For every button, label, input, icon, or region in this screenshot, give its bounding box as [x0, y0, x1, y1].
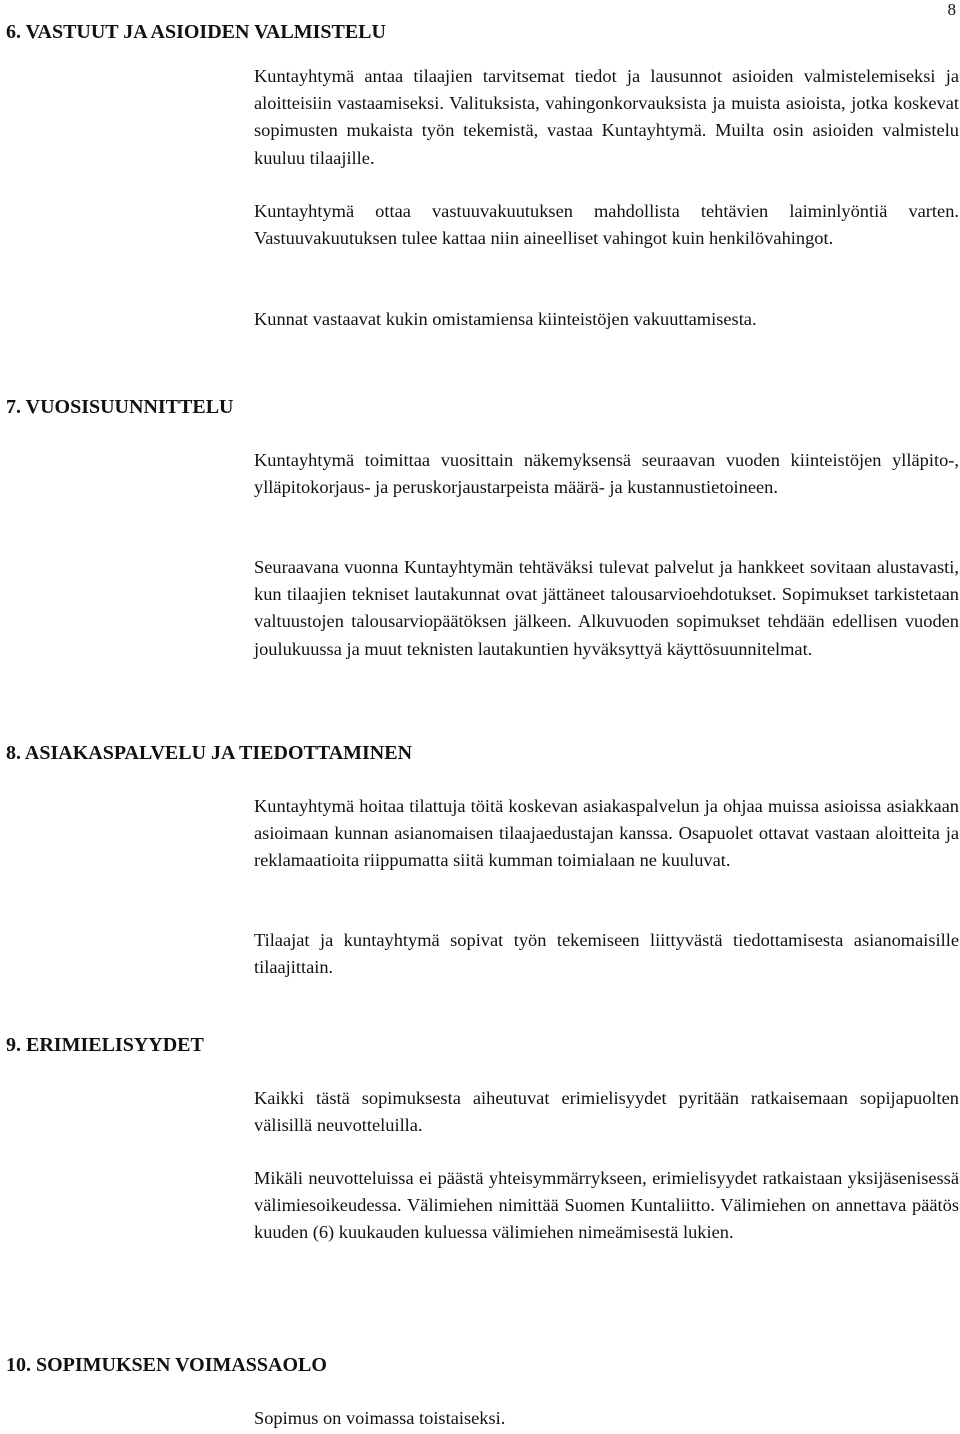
paragraph-erimielisyydet-1: Kaikki tästä sopimuksesta aiheutuvat erimielisyydet pyritään ratkaisemaan sopijapuolten välisillä neuvotteluilla. [254, 1088, 959, 1136]
section-heading-vastuut: 6. VASTUUT JA ASIOIDEN VALMISTELU [6, 21, 386, 43]
section-heading-vuosisuunnittelu: 7. VUOSISUUNNITTELU [6, 396, 234, 418]
paragraph-vastuut-3: Kunnat vastaavat kukin omistamiensa kiinteistöjen vakuuttamisesta. [254, 309, 757, 329]
paragraph-vuosisuunnittelu-2: Seuraavana vuonna Kuntayhtymän tehtäväksi tulevat palvelut ja hankkeet sovitaan alustavasti, kun tilaajien tekniset lautakunnat ovat jättäneet talousarvioehdotukset. Sopimukset tarkistetaan valtuustojen talousarviopäätöksen jälkeen. Alkuvuoden sopimukset tehdään edellisen vuoden joulukuussa ja muut teknisten lautakuntien hyväksyttyä käyttösuunnitelmat. [254, 557, 959, 659]
paragraph-asiakaspalvelu-2: Tilaajat ja kuntayhtymä sopivat työn tekemiseen liittyvästä tiedottamisesta asianomaisille tilaajittain. [254, 930, 959, 978]
section-heading-asiakaspalvelu: 8. ASIAKASPALVELU JA TIEDOTTAMINEN [6, 742, 413, 764]
paragraph-erimielisyydet-2: Mikäli neuvotteluissa ei päästä yhteisymmärrykseen, erimielisyydet ratkaistaan yksijäsenisessä välimiesoikeudessa. Välimiehen nimittää Suomen Kuntaliitto. Välimiehen on annettava päätös kuuden (6) kuukauden kuluessa välimiehen nimeämisestä lukien. [254, 1168, 959, 1243]
section-heading-voimassaolo: 10. SOPIMUKSEN VOIMASSAOLO [6, 1354, 327, 1376]
paragraph-vastuut-1: Kuntayhtymä antaa tilaajien tarvitsemat tiedot ja lausunnot asioiden valmistelemiseksi ja aloitteisiin vastaamiseksi. Valituksista, vahingonkorvauksista ja muista asioista, jotka koskevat sopimusten mukaista työn tekemistä, vastaa Kuntayhtymä. Muilta osin asioiden valmistelu kuuluu tilaajille. [254, 66, 959, 168]
paragraph-vastuut-2: Kuntayhtymä ottaa vastuuvakuutuksen mahdollista tehtävien laiminlyöntiä varten. Vastuuvakuutuksen tulee kattaa niin aineelliset vahingot kuin henkilövahingot. [254, 201, 959, 249]
paragraph-vuosisuunnittelu-1: Kuntayhtymä toimittaa vuosittain näkemyksensä seuraavan vuoden kiinteistöjen ylläpito-, ylläpitokorjaus- ja peruskorjaustarpeista määrä- ja kustannustietoineen. [254, 450, 959, 498]
paragraph-asiakaspalvelu-1: Kuntayhtymä hoitaa tilattuja töitä koskevan asiakaspalvelun ja ohjaa muissa asioissa asiakkaan asioimaan kunnan asianomaisen tilaajaedustajan kanssa. Osapuolet ottavat vastaan aloitteita ja reklamaatioita riippumatta siitä kumman toimialaan ne kuuluvat. [254, 796, 959, 871]
section-heading-erimielisyydet: 9. ERIMIELISYYDET [6, 1034, 204, 1056]
page-number: 8 [947, 0, 956, 19]
paragraph-voimassaolo-1: Sopimus on voimassa toistaiseksi. [254, 1408, 506, 1428]
